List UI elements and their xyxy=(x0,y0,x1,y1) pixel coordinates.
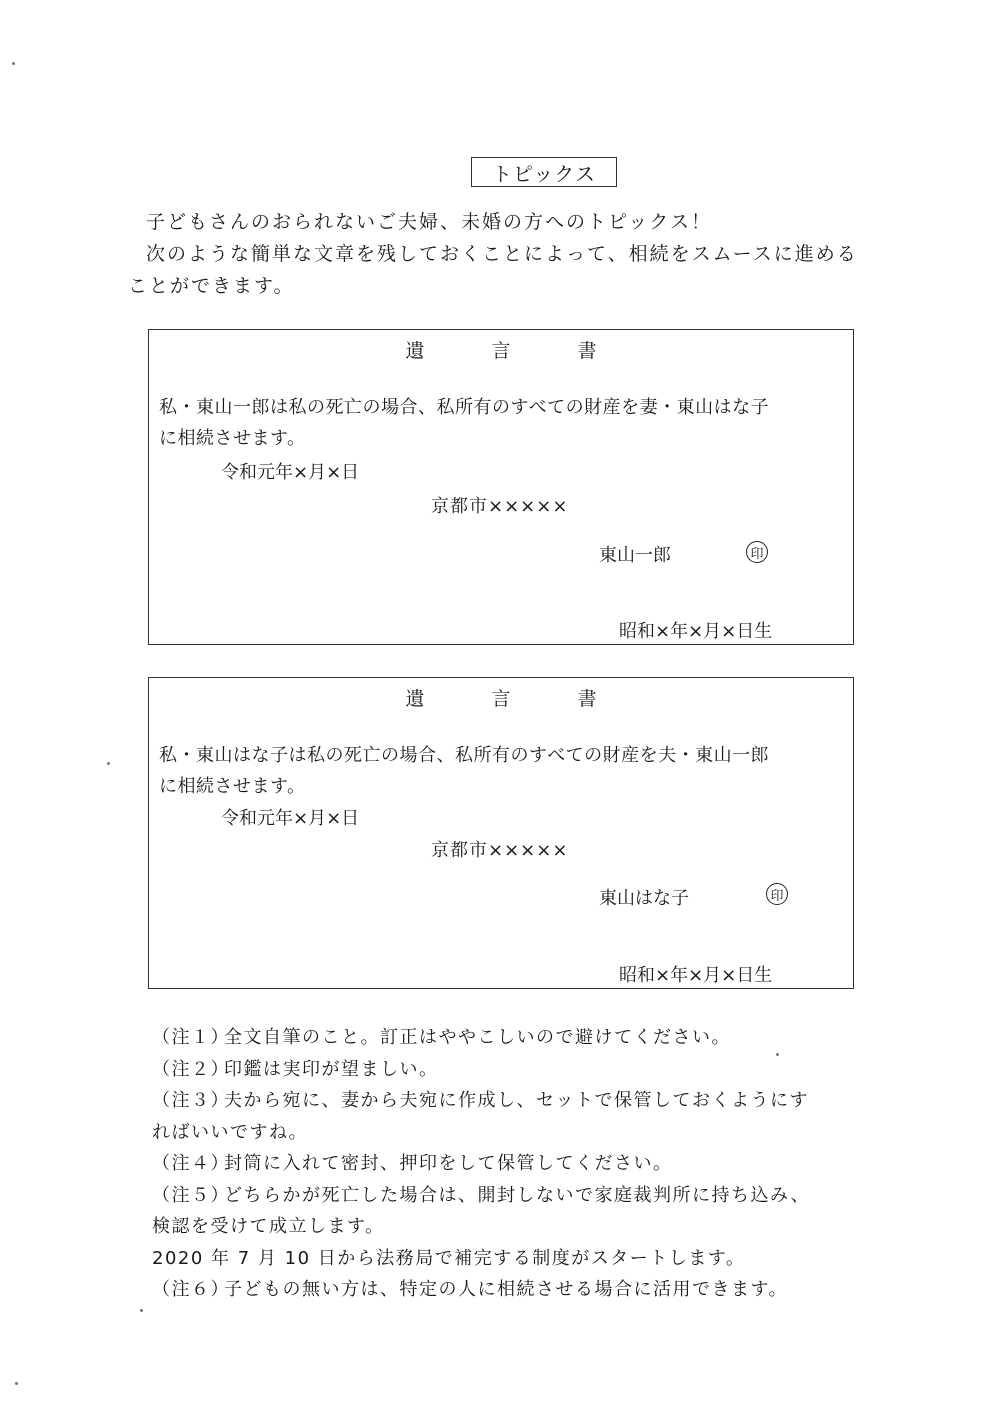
will-box-husband xyxy=(148,329,854,645)
scan-speck xyxy=(776,1053,779,1056)
intro-line-2: 次のような簡単な文章を残しておくことによって、相続をスムースに進める xyxy=(146,243,858,265)
intro-line-3: ことができます。 xyxy=(128,275,295,297)
intro-text xyxy=(128,206,888,302)
note-label: （注５） xyxy=(152,1184,230,1206)
seal-mark-icon: 印 xyxy=(766,883,788,905)
note-continuation: 検認を受けて成立します。 xyxy=(152,1216,385,1237)
will-address: 京都市××××× xyxy=(431,496,569,517)
will-date: 令和元年×月×日 xyxy=(221,808,360,829)
will-birth-date: 昭和×年×月×日生 xyxy=(619,621,773,642)
note-label: （注４） xyxy=(152,1153,230,1174)
will-signer-name: 東山はな子 xyxy=(599,888,689,909)
will-box-wife xyxy=(148,677,854,989)
will-body xyxy=(159,392,849,454)
scan-speck xyxy=(15,1382,18,1385)
will-date: 令和元年×月×日 xyxy=(221,462,360,483)
will-body xyxy=(159,740,849,802)
seal-mark-icon: 印 xyxy=(746,541,768,563)
scan-speck xyxy=(12,62,15,65)
scan-speck xyxy=(107,762,110,765)
note-item xyxy=(152,1148,872,1180)
will-body-line-1: 私・東山一郎は私の死亡の場合、私所有のすべての財産を妻・東山はな子 xyxy=(159,397,770,418)
note-text: 印鑑は実印が望ましい。 xyxy=(224,1058,439,1080)
note-item xyxy=(152,1180,872,1212)
note-label: （注１） xyxy=(152,1027,230,1048)
note-text: 全文自筆のこと。訂正はややこしいので避けてください。 xyxy=(224,1027,731,1048)
note-label: （注２） xyxy=(152,1058,230,1080)
note-text: どちらかが死亡した場合は、開封しないで家庭裁判所に持ち込み、 xyxy=(224,1184,811,1206)
will-signer-name: 東山一郎 xyxy=(599,545,671,566)
will-birth-date: 昭和×年×月×日生 xyxy=(619,965,773,986)
notes-list xyxy=(152,1022,872,1306)
note-text: 封筒に入れて密封、押印をして保管してください。 xyxy=(224,1153,673,1174)
note-item xyxy=(152,1054,872,1086)
note-item xyxy=(152,1274,872,1306)
will-body-line-2: に相続させます。 xyxy=(159,428,306,449)
note-item xyxy=(152,1022,872,1054)
intro-line-1: 子どもさんのおられないご夫婦、未婚の方へのトピックス！ xyxy=(146,211,713,233)
will-body-line-2: に相続させます。 xyxy=(159,776,306,797)
topics-title: トピックス xyxy=(471,157,617,187)
note-text: 夫から宛に、妻から夫宛に作成し、セットで保管しておくようにす xyxy=(224,1090,809,1111)
note-label: （注３） xyxy=(152,1090,230,1111)
note-label: （注６） xyxy=(152,1279,230,1300)
scan-speck xyxy=(140,1309,143,1312)
note-text: 子どもの無い方は、特定の人に相続させる場合に活用できます。 xyxy=(224,1279,789,1300)
will-body-line-1: 私・東山はな子は私の死亡の場合、私所有のすべての財産を夫・東山一郎 xyxy=(159,745,770,766)
will-heading: 遺 言 書 xyxy=(405,340,621,362)
note-continuation: 2020 年 7 月 10 日から法務局で補完する制度がスタートします。 xyxy=(152,1247,746,1269)
will-address: 京都市××××× xyxy=(431,840,569,861)
will-heading: 遺 言 書 xyxy=(405,688,621,710)
note-item xyxy=(152,1085,872,1117)
note-continuation: ればいいですね。 xyxy=(152,1121,308,1143)
